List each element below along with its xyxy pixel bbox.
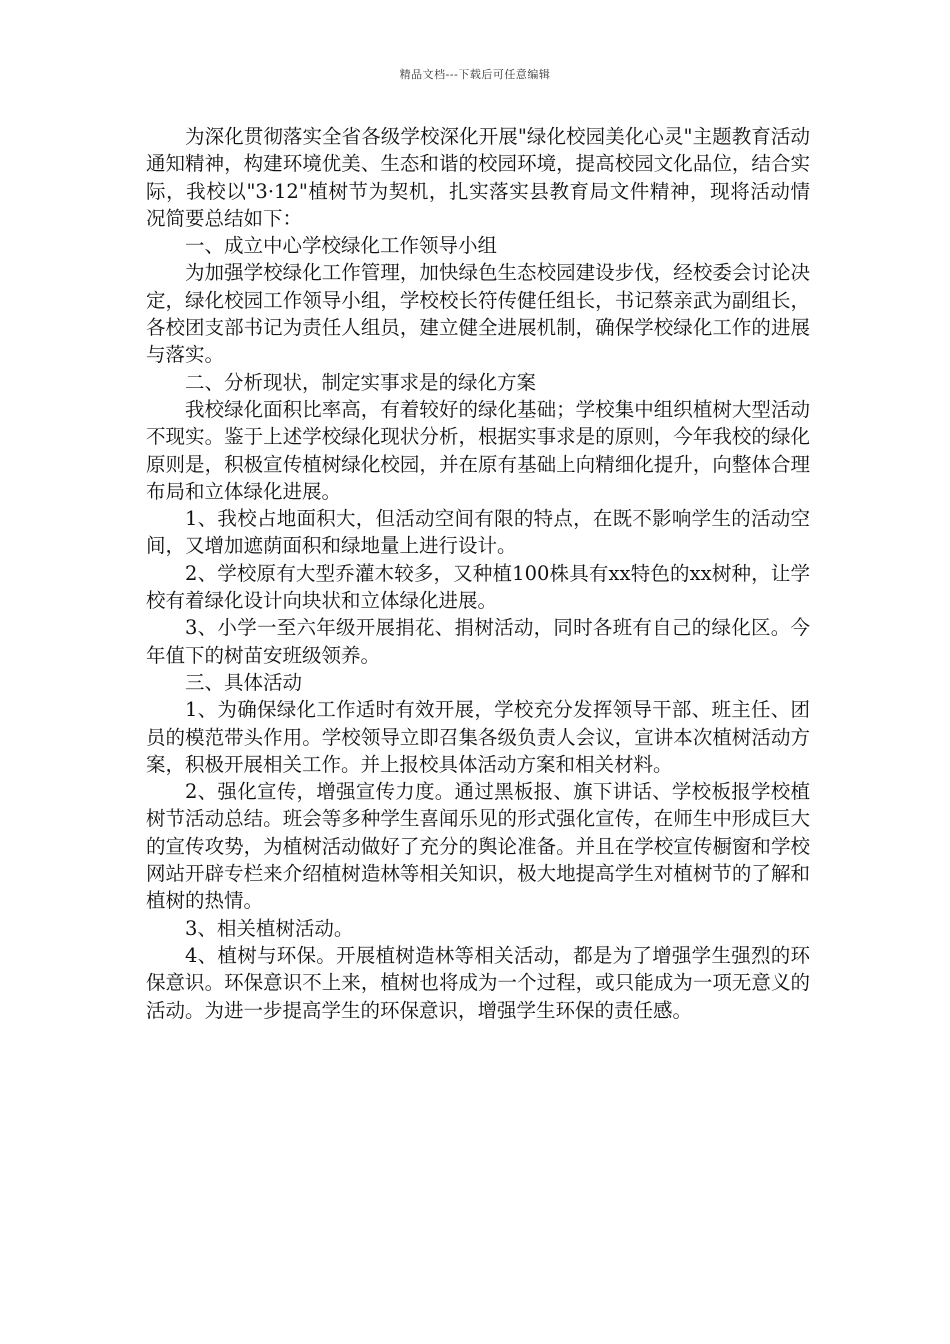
section-heading-2: 二、分析现状，制定实事求是的绿化方案 — [185, 370, 537, 394]
list-item: 1、为确保绿化工作适时有效开展，学校充分发挥领导干部、班主任、团员的模范带头作用。学校领导立即召集各级负责人会议，宣讲本次植树活动方案，积极开展相关工作。并上报校具体活动方案和相关材料。 — [146, 698, 810, 776]
paragraph: 我校绿化面积比率高，有着较好的绿化基础；学校集中组织植树大型活动不现实。鉴于上述学校绿化现状分析，根据实事求是的原则，今年我校的绿化原则是，积极宣传植树绿化校园，并在原有基础上向精细化提升，向整体合理布局和立体绿化进展。 — [146, 397, 810, 503]
list-item: 4、植树与环保。开展植树造林等相关活动，都是为了增强学生强烈的环保意识。环保意识不上来，植树也将成为一个过程，或只能成为一项无意义的活动。为进一步提高学生的环保意识，增强学生环保的责任感。 — [146, 943, 810, 1022]
paragraph: 为加强学校绿化工作管理，加快绿色生态校园建设步伐，经校委会讨论决定，绿化校园工作领导小组，学校校长符传健任组长，书记蔡亲武为副组长，各校团支部书记为责任人组员，建立健全进展机制，确保学校绿化工作的进展与落实。 — [146, 261, 810, 367]
section-heading-3: 三、具体活动 — [185, 670, 303, 694]
list-item: 1、我校占地面积大，但活动空间有限的特点，在既不影响学生的活动空间，又增加遮荫面积和绿地量上进行设计。 — [146, 507, 810, 558]
page-header: 精品文档---下载后可任意编辑 — [399, 68, 551, 81]
document-body — [146, 123, 810, 1024]
section-heading-1: 一、成立中心学校绿化工作领导小组 — [185, 234, 498, 258]
list-item: 2、学校原有大型乔灌木较多，又种植100株具有xx特色的xx树种，让学校有着绿化设计向块状和立体绿化进展。 — [146, 561, 810, 613]
list-item: 3、相关植树活动。 — [185, 916, 354, 940]
list-item: 3、小学一至六年级开展捐花、捐树活动，同时各班有自己的绿化区。今年值下的树苗安班级领养。 — [146, 616, 810, 667]
intro-paragraph: 为深化贯彻落实全省各级学校深化开展"绿化校园美化心灵"主题教育活动通知精神，构建环境优美、生态和谐的校园环境，提高校园文化品位，结合实际，我校以"3·12"植树节为契机，扎实落实县教育局文件精神，现将活动情况简要总结如下： — [146, 125, 810, 230]
list-item: 2、强化宣传，增强宣传力度。通过黑板报、旗下讲话、学校板报学校植树节活动总结。班会等多种学生喜闻乐见的形式强化宣传，在师生中形成巨大的宣传攻势，为植树活动做好了充分的舆论准备。并且在学校宣传橱窗和学校网站开辟专栏来介绍植树造林等相关知识，极大地提高学生对植树节的了解和植树的热情。 — [146, 780, 810, 913]
